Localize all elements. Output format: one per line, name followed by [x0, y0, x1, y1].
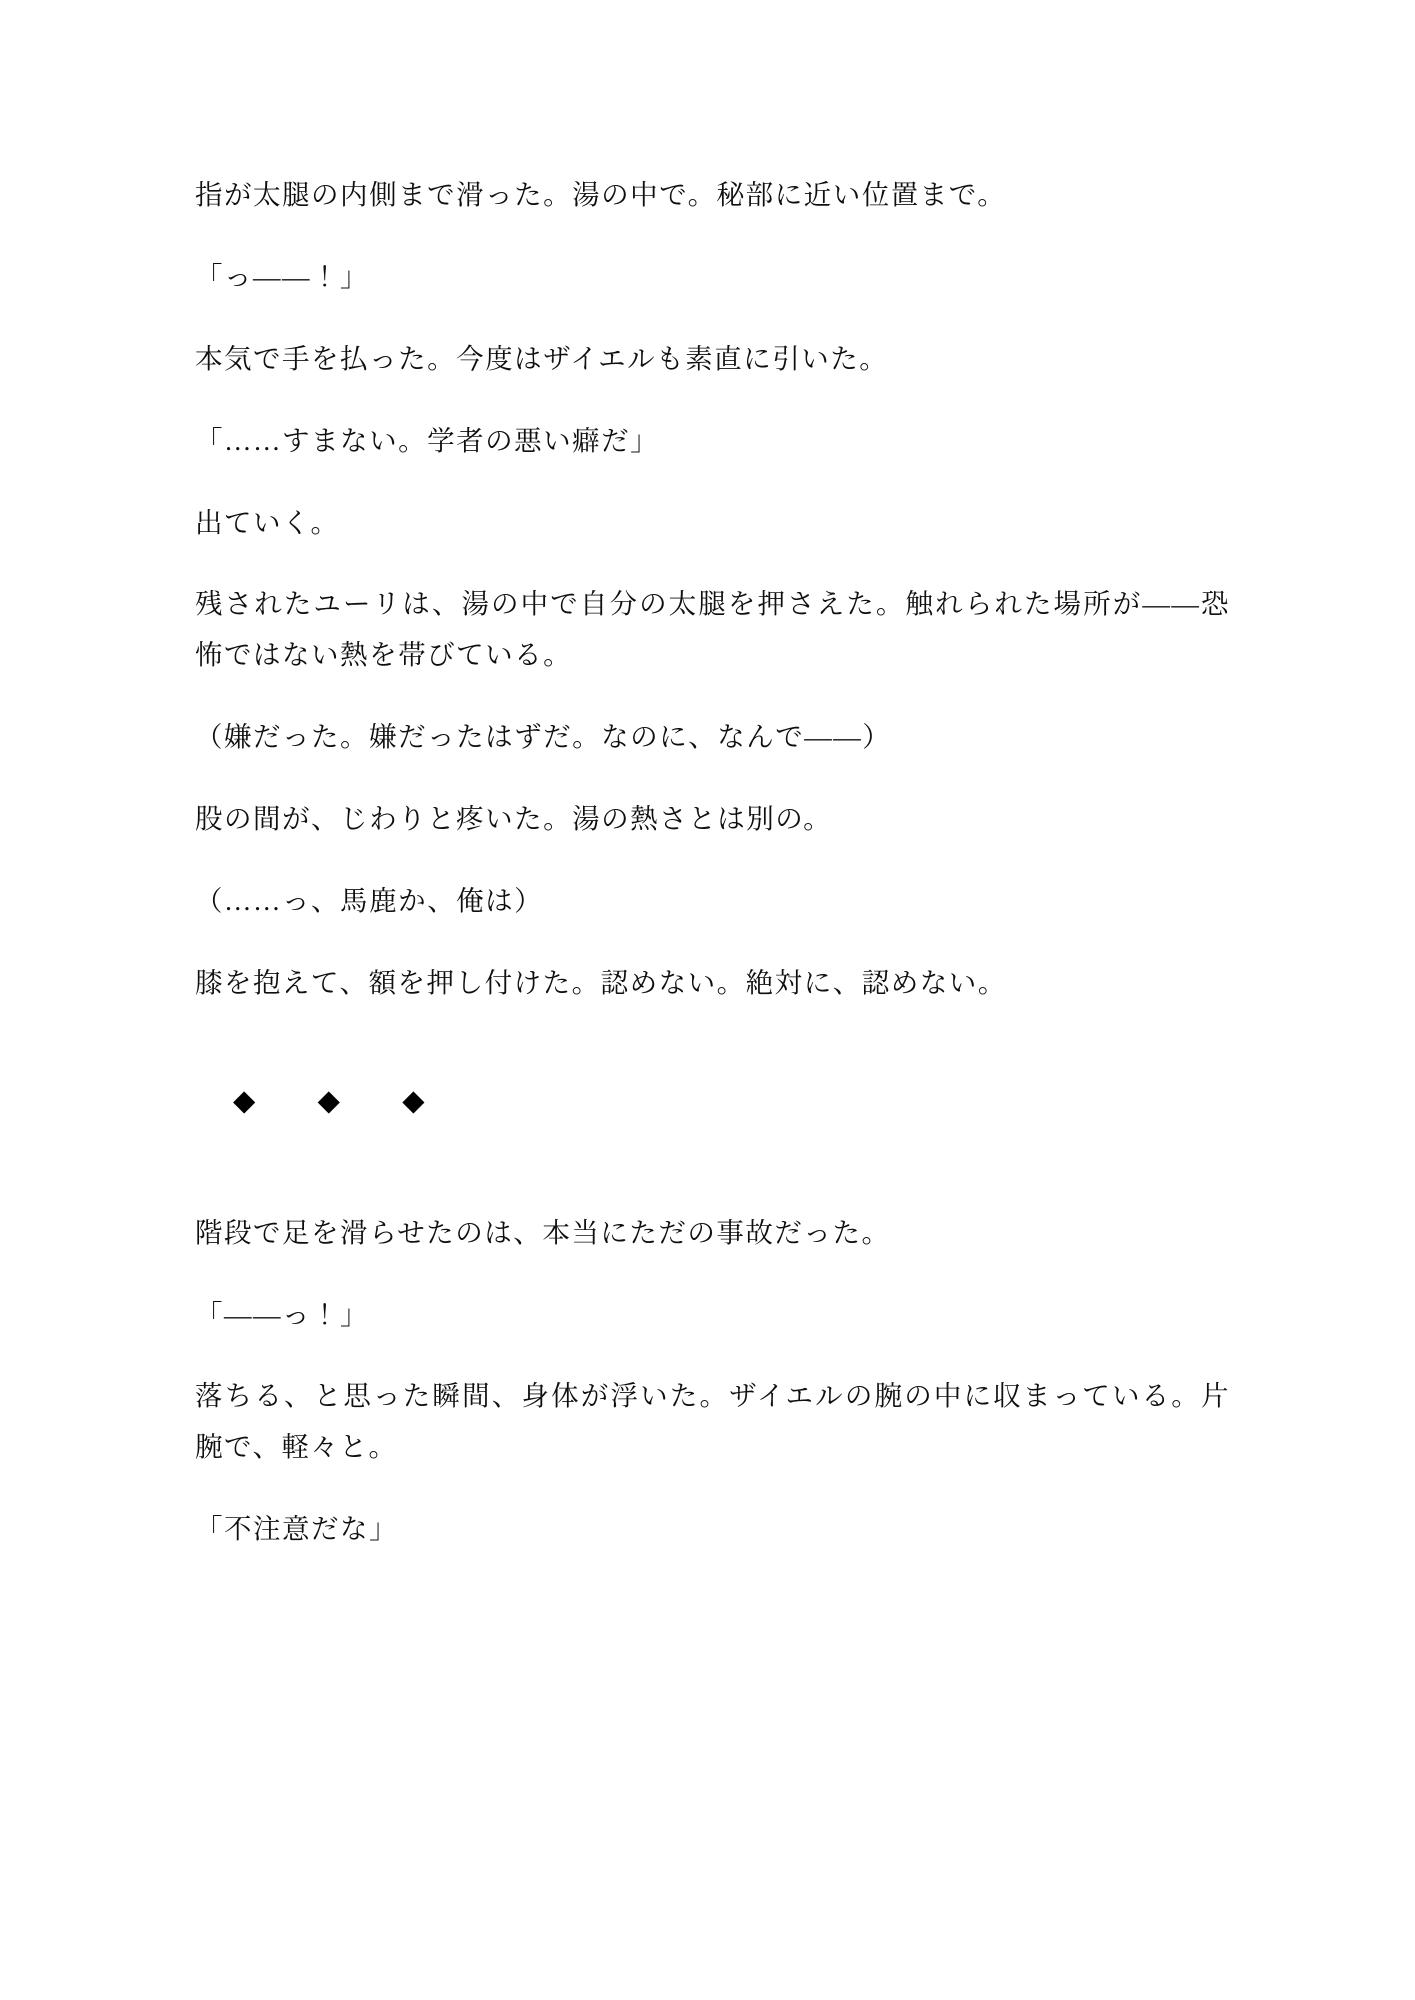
paragraph: 落ちる、と思った瞬間、身体が浮いた。ザイエルの腕の中に収まっている。片腕で、軽々と。 [195, 1380, 1230, 1463]
paragraph: （嫌だった。嫌だったはずだ。なのに、なんで——） [195, 721, 892, 753]
paragraph: 「っ——！」 [195, 260, 370, 292]
paragraph: 階段で足を滑らせたのは、本当にただの事故だった。 [195, 1216, 891, 1248]
paragraph: 股の間が、じわりと疼いた。湯の熱さとは別の。 [195, 803, 833, 834]
paragraph: 指が太腿の内側まで滑った。湯の中で。秘部に近い位置まで。 [195, 179, 1007, 210]
scene-break-divider: ◆ ◆ ◆ [233, 1084, 453, 1117]
paragraph: 出ていく。 [195, 506, 340, 538]
paragraph: 本気で手を払った。今度はザイエルも素直に引いた。 [195, 342, 889, 374]
paragraph: 「——っ！」 [195, 1298, 370, 1330]
paragraph: 「不注意だな」 [195, 1513, 399, 1545]
paragraph: 「……すまない。学者の悪い癖だ」 [195, 424, 660, 456]
paragraph: 膝を抱えて、額を押し付けた。認めない。絶対に、認めない。 [195, 966, 1007, 998]
paragraph: 残されたユーリは、湯の中で自分の太腿を押さえた。触れられた場所が——恐怖ではない熱を帯びている。 [195, 588, 1230, 671]
document-body [195, 170, 1230, 1555]
paragraph: （……っ、馬鹿か、俺は） [195, 884, 544, 916]
